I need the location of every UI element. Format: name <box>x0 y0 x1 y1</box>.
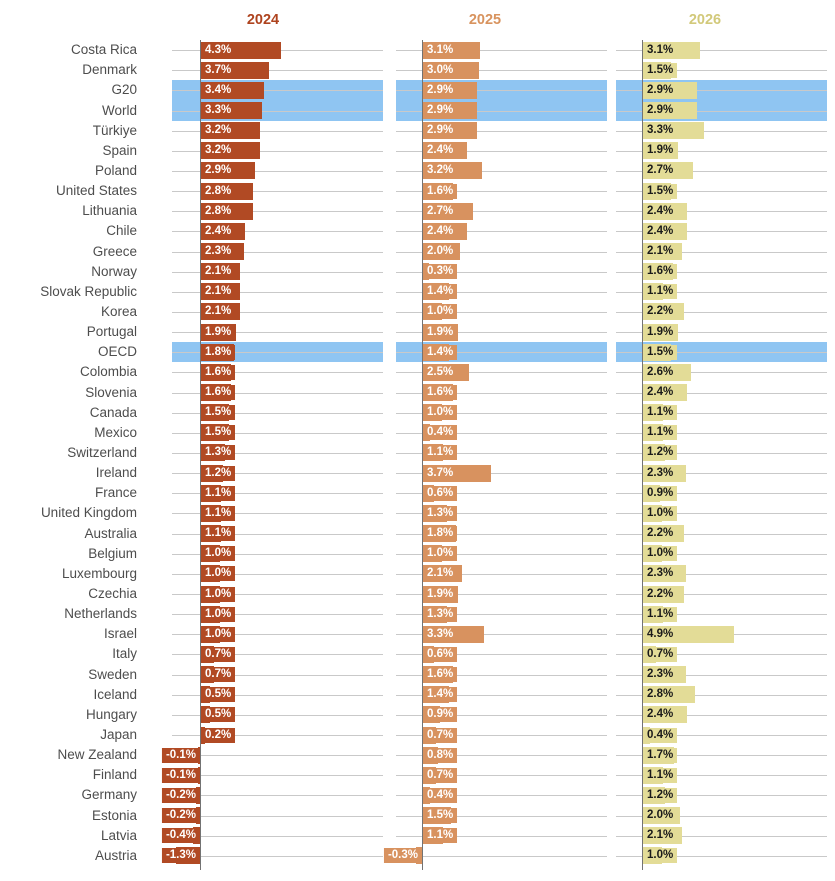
country-label: Israel <box>103 626 137 642</box>
value-label: 3.3% <box>201 103 235 118</box>
value-label: 1.1% <box>643 425 677 440</box>
value-label: 0.4% <box>423 788 457 803</box>
value-label: 1.1% <box>643 284 677 299</box>
value-label: 3.2% <box>423 163 457 178</box>
value-label: 1.0% <box>643 506 677 521</box>
value-label: 2.8% <box>201 184 235 199</box>
value-label: 2.9% <box>423 103 457 118</box>
value-label: 2.9% <box>423 123 457 138</box>
country-label: Czechia <box>88 586 137 601</box>
country-label: Austria <box>94 847 137 863</box>
country-label: United States <box>55 183 137 199</box>
value-label: 2.4% <box>643 385 677 400</box>
value-label: 1.5% <box>643 184 677 199</box>
value-label: 2.1% <box>643 828 677 843</box>
country-label: Ireland <box>95 465 137 481</box>
country-label: Australia <box>84 525 137 541</box>
value-label: -0.1% <box>162 748 200 763</box>
value-label: -0.2% <box>162 788 200 803</box>
value-label: 1.2% <box>643 788 677 803</box>
value-label: 1.5% <box>423 808 457 823</box>
country-label: Colombia <box>79 364 137 380</box>
value-label: 1.1% <box>643 405 677 420</box>
value-label: 1.0% <box>643 848 677 863</box>
value-label: -0.1% <box>162 768 200 783</box>
value-label: 1.2% <box>643 445 677 460</box>
country-label: Switzerland <box>67 444 137 460</box>
value-label: 1.1% <box>423 828 457 843</box>
value-label: 0.7% <box>423 768 457 783</box>
country-label: OECD <box>97 344 137 360</box>
value-label: 2.4% <box>423 143 457 158</box>
value-label: 2.1% <box>643 244 677 259</box>
value-label: 1.1% <box>201 486 235 501</box>
country-label: France <box>94 485 137 501</box>
country-label: Iceland <box>93 686 137 702</box>
value-label: 2.5% <box>423 365 457 380</box>
value-label: 3.3% <box>643 123 677 138</box>
value-label: 1.0% <box>201 566 235 581</box>
value-label: 1.1% <box>423 445 457 460</box>
country-label: United Kingdom <box>40 505 137 521</box>
country-label: Italy <box>112 646 137 662</box>
country-label: G20 <box>111 82 137 98</box>
value-label: 2.1% <box>201 264 235 279</box>
country-label: Hungary <box>85 706 137 722</box>
country-label: Slovenia <box>85 384 137 400</box>
country-label: Slovak Republic <box>40 283 137 299</box>
gridline <box>172 816 383 817</box>
value-label: 3.7% <box>201 63 235 78</box>
value-label: 1.9% <box>201 325 235 340</box>
country-label: Türkiye <box>92 122 137 138</box>
value-label: 1.5% <box>643 345 677 360</box>
value-label: 2.3% <box>643 466 677 481</box>
value-label: 1.4% <box>423 284 457 299</box>
country-label: Portugal <box>86 324 137 340</box>
value-label: 2.9% <box>643 103 677 118</box>
value-label: 2.6% <box>643 365 677 380</box>
value-label: 1.6% <box>423 667 457 682</box>
value-label: 1.3% <box>423 506 457 521</box>
country-label: Korea <box>100 303 137 319</box>
value-label: 1.0% <box>423 546 457 561</box>
value-label: -0.2% <box>162 808 200 823</box>
value-label: 0.7% <box>643 647 677 662</box>
value-label: -0.4% <box>162 828 200 843</box>
country-label: Denmark <box>82 62 137 78</box>
value-label: 3.2% <box>201 123 235 138</box>
value-label: -1.3% <box>162 848 200 863</box>
value-label: 2.2% <box>643 526 677 541</box>
value-label: 0.7% <box>201 647 235 662</box>
value-label: 1.0% <box>201 627 235 642</box>
value-label: 0.6% <box>423 647 457 662</box>
value-label: 2.1% <box>201 304 235 319</box>
value-label: 0.5% <box>201 687 235 702</box>
country-label: Spain <box>102 142 137 158</box>
value-label: 2.3% <box>643 667 677 682</box>
country-label: Greece <box>92 243 137 259</box>
country-label: New Zealand <box>57 747 137 763</box>
value-label: 3.4% <box>201 83 235 98</box>
value-label: 2.0% <box>643 808 677 823</box>
value-label: 1.0% <box>201 587 235 602</box>
gridline <box>172 775 383 776</box>
value-label: 2.9% <box>643 83 677 98</box>
value-label: 3.0% <box>423 63 457 78</box>
value-label: 1.5% <box>201 405 235 420</box>
value-label: 0.6% <box>423 486 457 501</box>
value-label: 2.4% <box>643 224 677 239</box>
value-label: 1.6% <box>643 264 677 279</box>
value-label: 1.5% <box>201 425 235 440</box>
value-label: 1.9% <box>423 325 457 340</box>
country-label: Canada <box>89 404 137 420</box>
year-header-2026: 2026 <box>688 12 722 28</box>
value-label: 3.1% <box>643 43 677 58</box>
gridline <box>396 856 607 857</box>
value-label: 0.2% <box>201 728 235 743</box>
value-label: 1.8% <box>423 526 457 541</box>
value-label: 1.1% <box>643 607 677 622</box>
country-label: World <box>101 102 137 118</box>
value-label: 1.4% <box>423 345 457 360</box>
gridline <box>172 795 383 796</box>
value-label: 2.1% <box>201 284 235 299</box>
gridline <box>172 836 383 837</box>
value-label: 2.3% <box>643 566 677 581</box>
country-label: Netherlands <box>64 606 137 622</box>
value-label: 0.7% <box>201 667 235 682</box>
country-label: Germany <box>81 787 137 803</box>
value-label: 1.1% <box>643 768 677 783</box>
value-label: 0.7% <box>423 728 457 743</box>
value-label: -0.3% <box>384 848 422 863</box>
year-header-2024: 2024 <box>246 12 280 28</box>
value-label: 0.4% <box>423 425 457 440</box>
value-label: 1.6% <box>423 385 457 400</box>
value-label: 1.6% <box>423 184 457 199</box>
value-label: 1.5% <box>643 63 677 78</box>
country-label: Luxembourg <box>61 565 137 581</box>
value-label: 1.2% <box>201 466 235 481</box>
value-label: 2.2% <box>643 587 677 602</box>
year-header-2025: 2025 <box>468 12 502 28</box>
country-label: Costa Rica <box>70 42 137 58</box>
value-label: 2.9% <box>423 83 457 98</box>
value-label: 2.1% <box>423 566 457 581</box>
value-label: 1.9% <box>643 325 677 340</box>
value-label: 2.7% <box>423 204 457 219</box>
gridline <box>172 856 383 857</box>
value-label: 0.4% <box>643 728 677 743</box>
value-label: 1.6% <box>201 385 235 400</box>
value-label: 1.0% <box>201 607 235 622</box>
country-label: Chile <box>106 223 137 239</box>
value-label: 0.3% <box>423 264 457 279</box>
country-label: Estonia <box>91 807 137 823</box>
value-label: 1.3% <box>201 445 235 460</box>
value-label: 2.2% <box>643 304 677 319</box>
value-label: 1.9% <box>643 143 677 158</box>
country-label: Japan <box>100 727 137 743</box>
value-label: 4.3% <box>201 43 235 58</box>
value-label: 1.0% <box>423 304 457 319</box>
country-label: Norway <box>91 263 137 279</box>
country-label: Lithuania <box>82 203 137 219</box>
value-label: 3.7% <box>423 466 457 481</box>
value-label: 0.9% <box>423 707 457 722</box>
value-label: 2.4% <box>201 224 235 239</box>
value-label: 2.8% <box>643 687 677 702</box>
value-label: 2.4% <box>643 204 677 219</box>
value-label: 1.3% <box>423 607 457 622</box>
country-label: Sweden <box>88 666 137 682</box>
value-label: 1.0% <box>201 546 235 561</box>
value-label: 2.4% <box>643 707 677 722</box>
value-label: 3.1% <box>423 43 457 58</box>
value-label: 1.1% <box>201 506 235 521</box>
value-label: 1.7% <box>643 748 677 763</box>
value-label: 1.0% <box>643 546 677 561</box>
value-label: 3.2% <box>201 143 235 158</box>
value-label: 0.8% <box>423 748 457 763</box>
country-label: Latvia <box>100 827 137 843</box>
value-label: 2.0% <box>423 244 457 259</box>
gridline <box>172 755 383 756</box>
value-label: 1.0% <box>423 405 457 420</box>
country-label: Poland <box>94 162 137 178</box>
value-label: 2.3% <box>201 244 235 259</box>
value-label: 1.1% <box>201 526 235 541</box>
value-label: 3.3% <box>423 627 457 642</box>
country-label: Mexico <box>94 424 137 440</box>
value-label: 1.6% <box>201 365 235 380</box>
value-label: 1.9% <box>423 587 457 602</box>
value-label: 2.9% <box>201 163 235 178</box>
value-label: 2.8% <box>201 204 235 219</box>
value-label: 1.8% <box>201 345 235 360</box>
value-label: 0.9% <box>643 486 677 501</box>
country-label: Finland <box>92 767 137 783</box>
value-label: 2.4% <box>423 224 457 239</box>
value-label: 1.4% <box>423 687 457 702</box>
value-label: 2.7% <box>643 163 677 178</box>
country-label: Belgium <box>88 545 137 561</box>
value-label: 4.9% <box>643 627 677 642</box>
value-label: 0.5% <box>201 707 235 722</box>
